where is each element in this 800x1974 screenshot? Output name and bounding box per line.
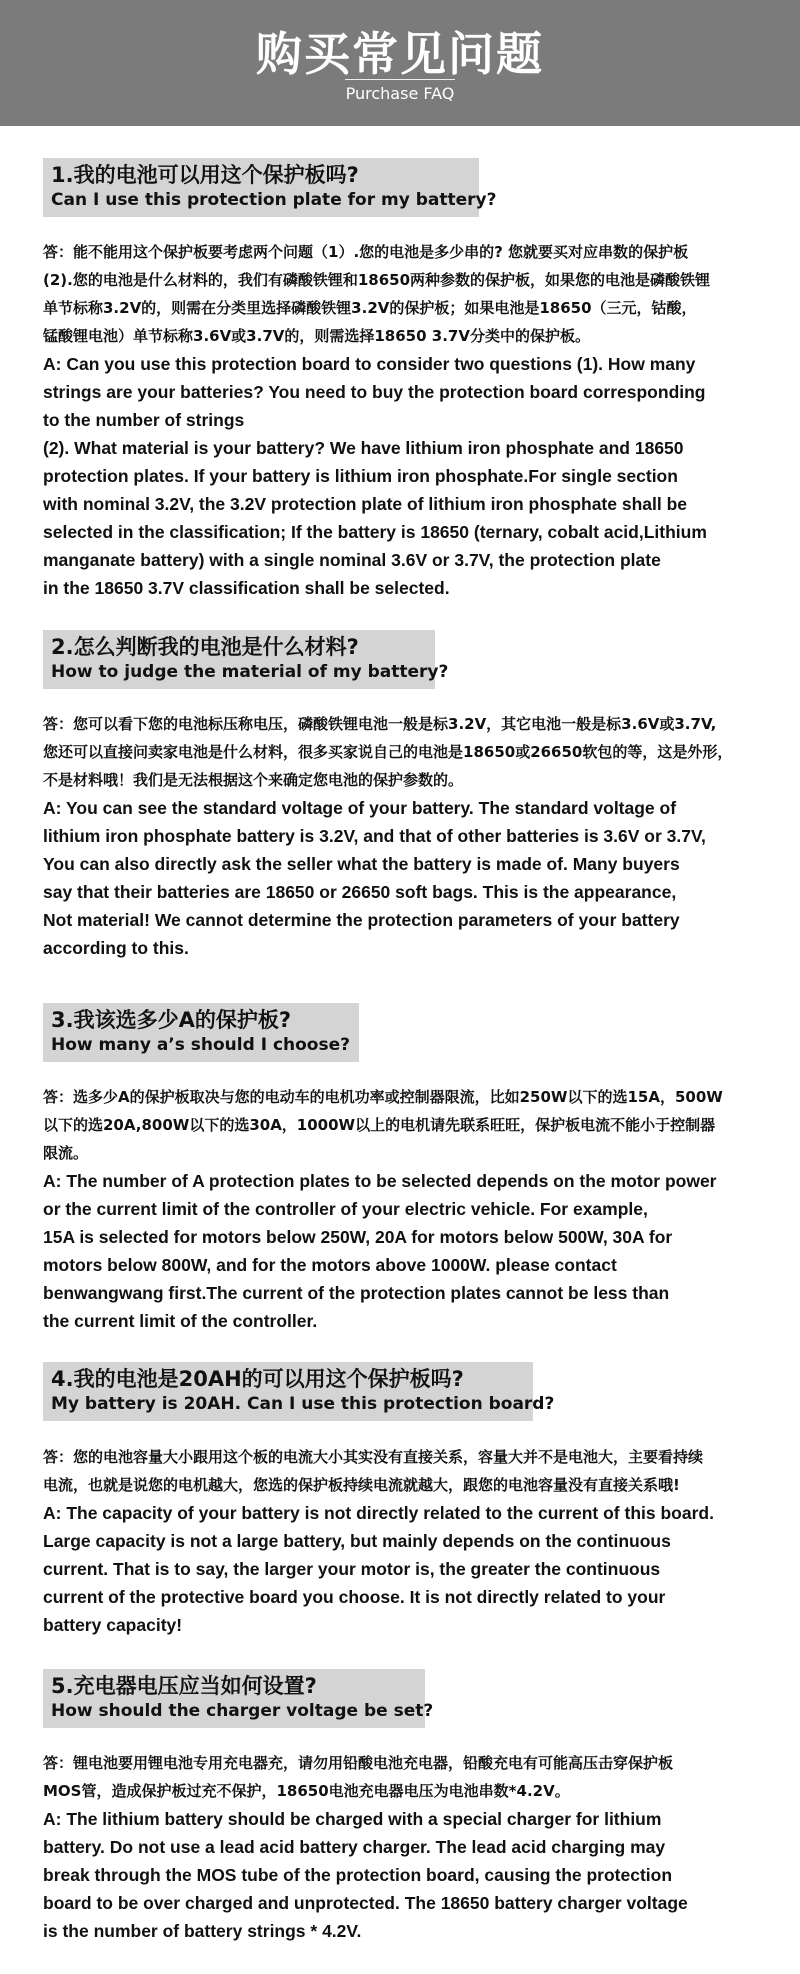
answer-en-line: Not material! We cannot determine the protection parameters of your battery: [43, 910, 680, 930]
answer-chinese: [43, 238, 781, 350]
answer-en-line: battery. Do not use a lead acid battery charger. The lead acid charging may: [43, 1837, 666, 1857]
faq-answer-3: [43, 1083, 781, 1335]
question-chinese: 4.我的电池是20AH的可以用这个保护板吗?: [51, 1367, 464, 1391]
question-english: How many a’s should I choose?: [51, 1035, 350, 1055]
page-subtitle: Purchase FAQ: [345, 84, 455, 103]
answer-en-line: in the 18650 3.7V classification shall be selected.: [43, 578, 450, 598]
question-english: How to judge the material of my battery?: [51, 662, 449, 682]
answer-chinese: [43, 710, 781, 794]
answer-en-line: A: The lithium battery should be charged with a special charger for lithium: [43, 1809, 662, 1829]
answer-en-line: or the current limit of the controller of your electric vehicle. For example,: [43, 1199, 648, 1219]
answer-en-line: say that their batteries are 18650 or 26650 soft bags. This is the appearance,: [43, 882, 677, 902]
question-chinese: 3.我该选多少A的保护板?: [51, 1008, 292, 1032]
answer-en-line: current of the protective board you choose. It is not directly related to your: [43, 1587, 666, 1607]
answer-cn-line: 以下的选20A,800W以下的选30A，1000W以上的电机请先联系旺旺，保护板电流不能小于控制器: [43, 1116, 716, 1134]
question-chinese: 2.怎么判断我的电池是什么材料?: [51, 635, 359, 659]
answer-en-line: benwangwang first.The current of the protection plates cannot be less than: [43, 1283, 670, 1303]
question-english: How should the charger voltage be set?: [51, 1701, 434, 1721]
answer-cn-line: 答：您的电池容量大小跟用这个板的电流大小其实没有直接关系，容量大并不是电池大，主要看持续: [43, 1448, 704, 1466]
faq-question-2: [43, 630, 449, 689]
answer-chinese: [43, 1443, 781, 1499]
answer-en-line: the current limit of the controller.: [43, 1311, 318, 1331]
faq-question-5: [43, 1669, 434, 1728]
answer-en-line: A: Can you use this protection board to consider two questions (1). How many: [43, 354, 696, 374]
answer-cn-line: MOS管，造成保护板过充不保护，18650电池充电器电压为电池串数*4.2V。: [43, 1782, 570, 1800]
answer-cn-line: 电流，也就是说您的电机越大，您选的保护板持续电流就越大，跟您的电池容量没有直接关系哦!: [43, 1476, 680, 1494]
answer-cn-line: 不是材料哦！我们是无法根据这个来确定您电池的保护参数的。: [43, 771, 464, 789]
answer-en-line: A: The capacity of your battery is not directly related to the current of this board.: [43, 1503, 714, 1523]
answer-english: [43, 1499, 781, 1639]
answer-english: [43, 794, 781, 962]
answer-en-line: lithium iron phosphate battery is 3.2V, and that of other batteries is 3.6V or 3.7V,: [43, 826, 706, 846]
answer-english: [43, 1805, 781, 1945]
answer-en-line: (2). What material is your battery? We have lithium iron phosphate and 18650: [43, 438, 684, 458]
answer-cn-line: 答：您可以看下您的电池标压称电压，磷酸铁锂电池一般是标3.2V，其它电池一般是标3.6V或3.7V,: [43, 715, 717, 733]
faq-question-4: [43, 1362, 555, 1421]
answer-en-line: manganate battery) with a single nominal 3.6V or 3.7V, the protection plate: [43, 550, 661, 570]
answer-cn-line: 单节标称3.2V的，则需在分类里选择磷酸铁锂3.2V的保护板；如果电池是18650（三元，钴酸，: [43, 299, 697, 317]
answer-cn-line: 锰酸锂电池）单节标称3.6V或3.7V的，则需选择18650 3.7V分类中的保护板。: [43, 327, 590, 345]
page-header: [0, 0, 800, 126]
question-english: Can I use this protection plate for my battery?: [51, 190, 497, 210]
answer-en-line: board to be over charged and unprotected. The 18650 battery charger voltage: [43, 1893, 688, 1913]
answer-en-line: A: You can see the standard voltage of your battery. The standard voltage of: [43, 798, 677, 818]
answer-en-line: battery capacity!: [43, 1615, 183, 1635]
answer-en-line: strings are your batteries? You need to buy the protection board corresponding: [43, 382, 706, 402]
answer-cn-line: 答：能不能用这个保护板要考虑两个问题（1）.您的电池是多少串的? 您就要买对应串数的保护板: [43, 243, 689, 261]
answer-cn-line: 限流。: [43, 1144, 89, 1162]
answer-en-line: break through the MOS tube of the protection board, causing the protection: [43, 1865, 673, 1885]
faq-answer-4: [43, 1443, 781, 1639]
faq-answer-2: [43, 710, 781, 962]
page-title: 购买常见问题: [256, 27, 544, 81]
answer-en-line: is the number of battery strings * 4.2V.: [43, 1921, 362, 1941]
answer-en-line: motors below 800W, and for the motors above 1000W. please contact: [43, 1255, 617, 1275]
answer-en-line: according to this.: [43, 938, 189, 958]
answer-chinese: [43, 1749, 781, 1805]
question-english: My battery is 20AH. Can I use this protection board?: [51, 1394, 555, 1414]
answer-en-line: 15A is selected for motors below 250W, 20A for motors below 500W, 30A for: [43, 1227, 673, 1247]
answer-en-line: Large capacity is not a large battery, but mainly depends on the continuous: [43, 1531, 671, 1551]
faq-question-3: [43, 1003, 359, 1062]
answer-en-line: selected in the classification; If the battery is 18650 (ternary, cobalt acid,Lithium: [43, 522, 707, 542]
question-chinese: 1.我的电池可以用这个保护板吗?: [51, 163, 359, 187]
answer-chinese: [43, 1083, 781, 1167]
faq-answer-1: [43, 238, 781, 602]
faq-answer-5: [43, 1749, 781, 1945]
answer-cn-line: 您还可以直接问卖家电池是什么材料，很多买家说自己的电池是18650或26650软包的等，这是外形，: [43, 743, 733, 761]
answer-english: [43, 1167, 781, 1335]
answer-en-line: with nominal 3.2V, the 3.2V protection plate of lithium iron phosphate shall be: [43, 494, 688, 514]
answer-en-line: protection plates. If your battery is lithium iron phosphate.For single section: [43, 466, 678, 486]
question-chinese: 5.充电器电压应当如何设置?: [51, 1674, 317, 1698]
header-divider: [345, 79, 455, 80]
faq-question-1: [43, 158, 497, 217]
answer-en-line: current. That is to say, the larger your motor is, the greater the continuous: [43, 1559, 661, 1579]
answer-english: [43, 350, 781, 602]
answer-en-line: to the number of strings: [43, 410, 245, 430]
answer-en-line: A: The number of A protection plates to be selected depends on the motor power: [43, 1171, 717, 1191]
answer-en-line: You can also directly ask the seller what the battery is made of. Many buyers: [43, 854, 680, 874]
answer-cn-line: 答：锂电池要用锂电池专用充电器充，请勿用铅酸电池充电器，铅酸充电有可能高压击穿保护板: [43, 1754, 674, 1772]
answer-cn-line: 答：选多少A的保护板取决与您的电动车的电机功率或控制器限流，比如250W以下的选15A，500W: [43, 1088, 723, 1106]
answer-cn-line: (2).您的电池是什么材料的，我们有磷酸铁锂和18650两种参数的保护板，如果您的电池是磷酸铁锂: [43, 271, 711, 289]
